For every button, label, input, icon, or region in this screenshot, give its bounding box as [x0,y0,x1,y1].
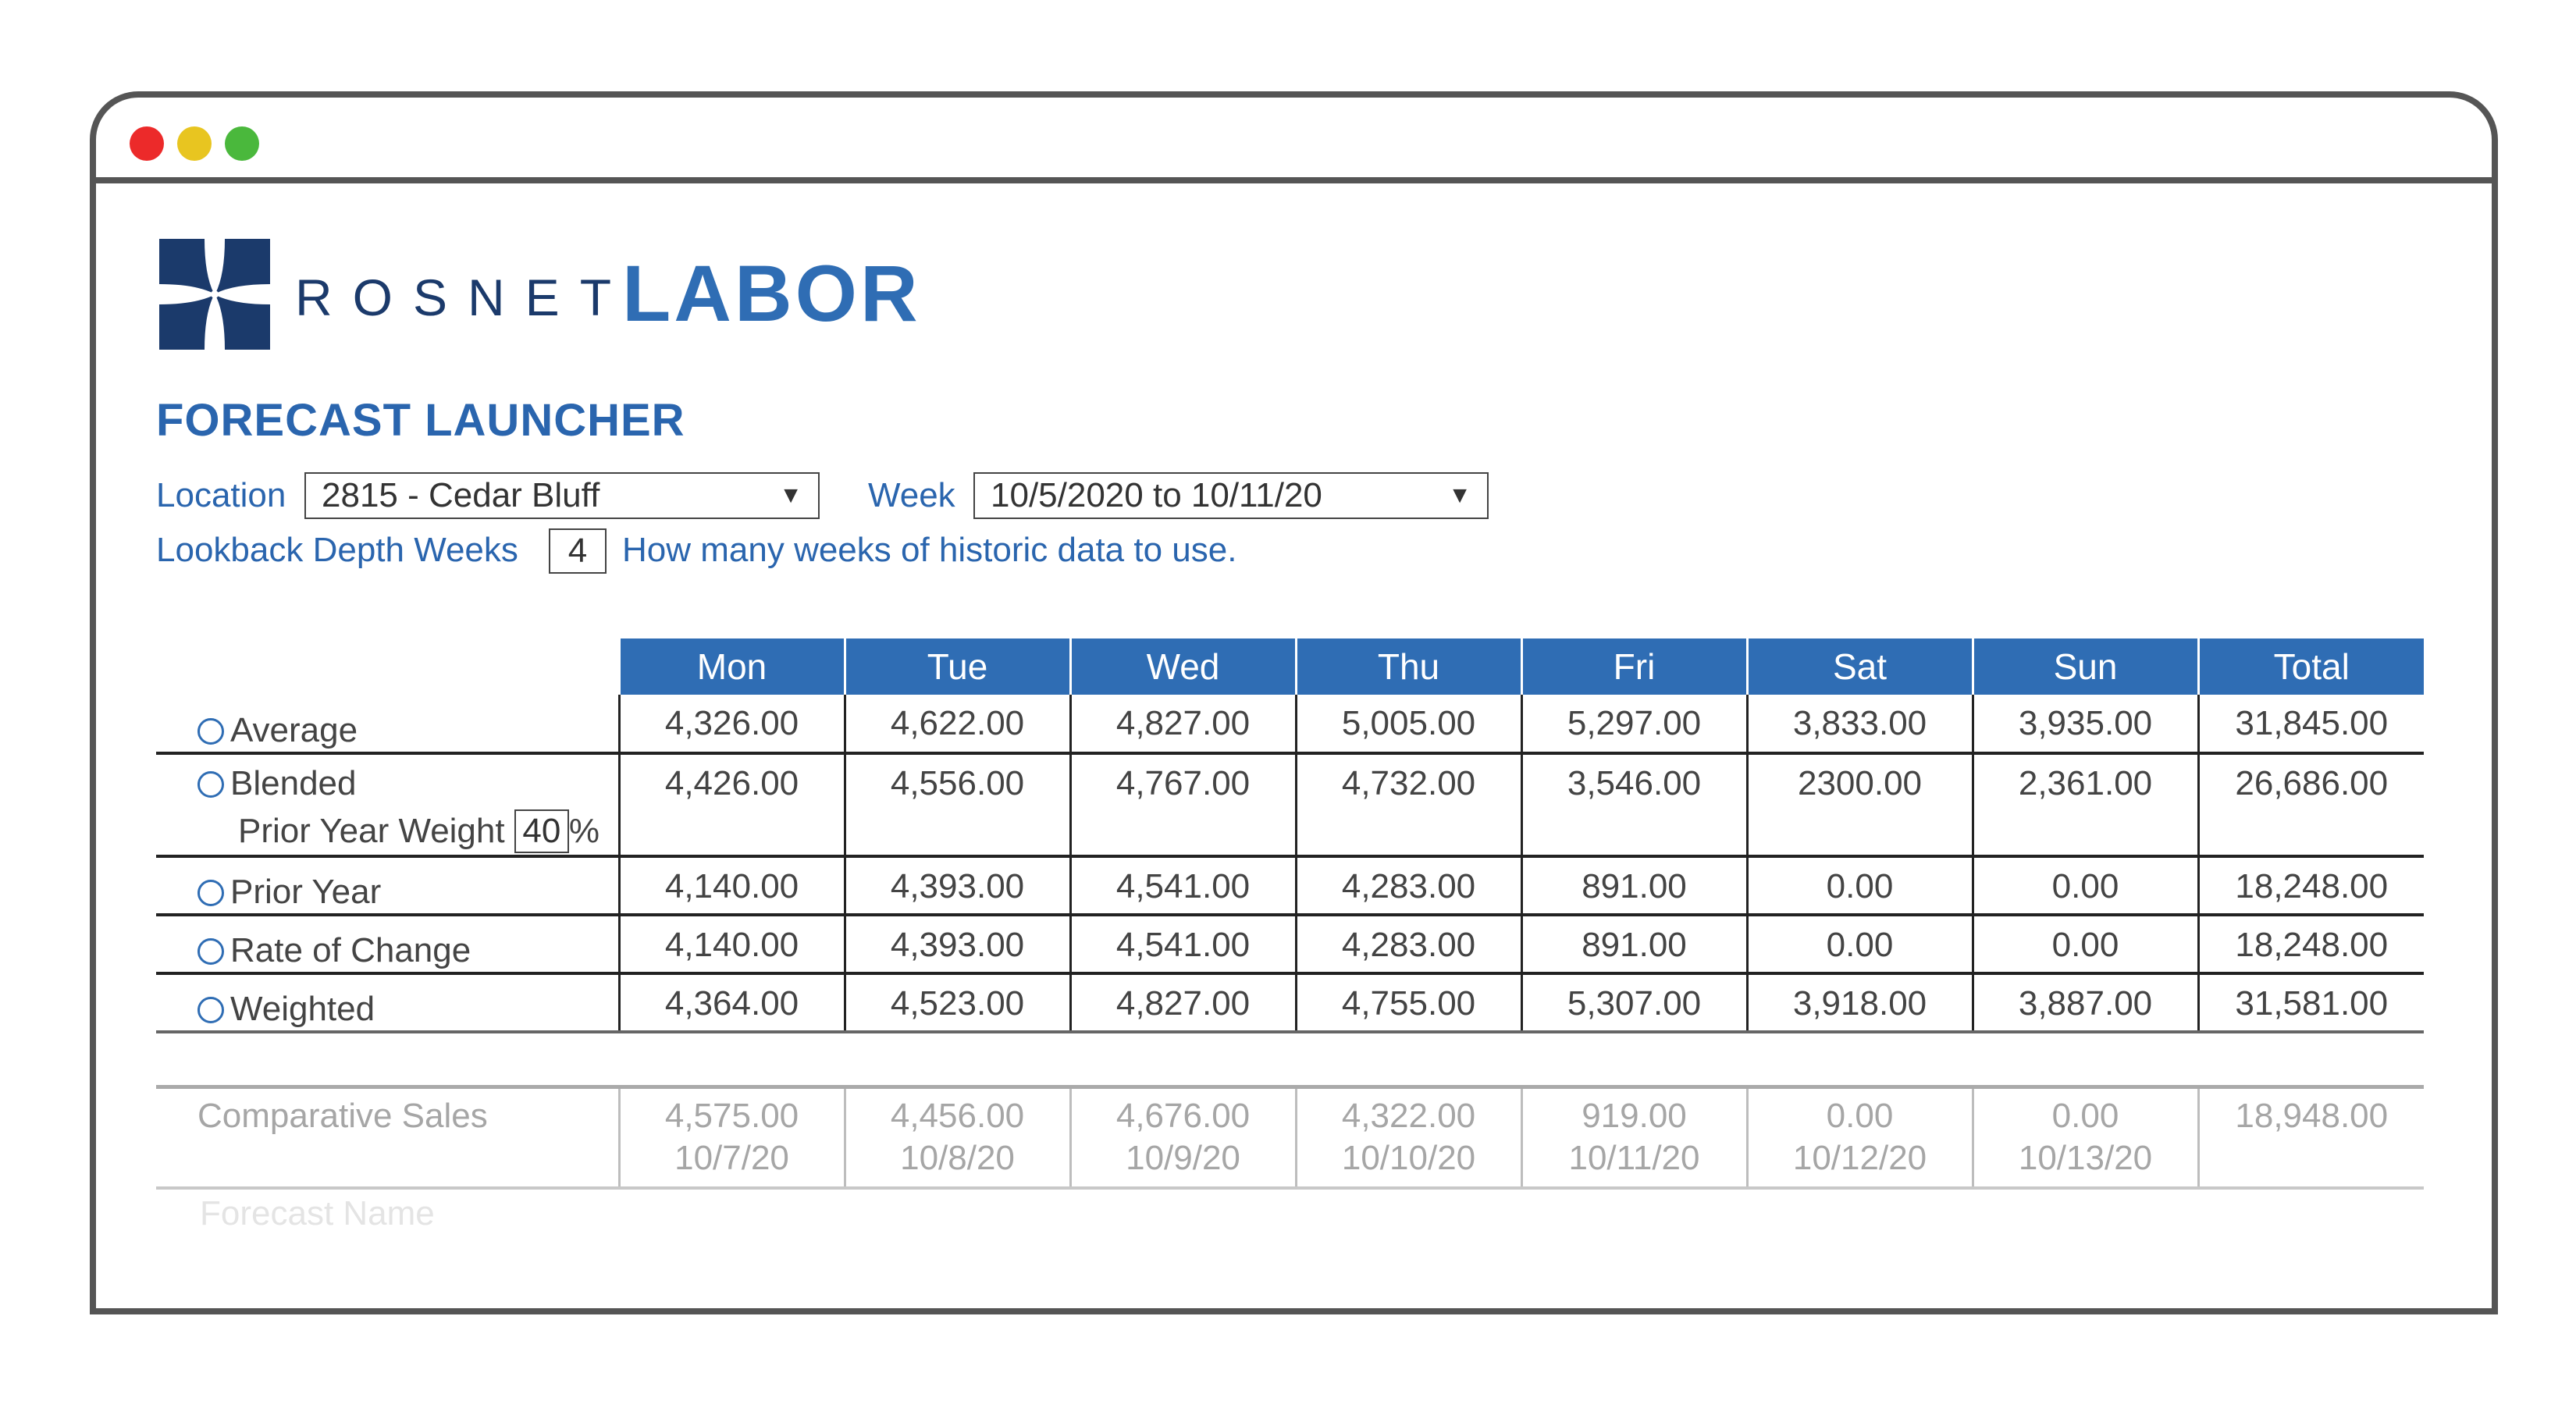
comparative-cell [1296,1087,1521,1188]
minimize-window-button[interactable] [177,126,212,161]
comparative-value: 0.00 [2051,1096,2119,1135]
comparative-sales-row [156,1087,2424,1188]
comparative-sales-label: Comparative Sales [156,1087,619,1188]
lookback-help-text: How many weeks of historic data to use. [622,531,1237,569]
comparative-cell [1070,1087,1296,1188]
comparative-date: 10/13/20 [2018,1138,2153,1177]
row-label-text: Average [230,711,358,749]
comparative-cell [1973,1087,2198,1188]
average-radio[interactable] [197,718,224,745]
table-cell: 3,935.00 [1973,695,2198,753]
location-value: 2815 - Cedar Bluff [322,476,600,514]
table-cell: 4,541.00 [1070,915,1296,973]
table-cell: 4,426.00 [619,753,845,856]
rosnet-flower-logo [156,236,273,353]
table-cell: 5,005.00 [1296,695,1521,753]
comparative-cell [2198,1087,2424,1188]
table-cell: 4,393.00 [845,915,1070,973]
table-cell: 4,140.00 [619,915,845,973]
table-cell: 891.00 [1521,856,1747,915]
table-cell: 5,307.00 [1521,973,1747,1032]
table-cell: 5,297.00 [1521,695,1747,753]
table-cell: 3,887.00 [1973,973,2198,1032]
comparative-cell [1521,1087,1747,1188]
table-cell: 4,326.00 [619,695,845,753]
table-cell: 0.00 [1747,856,1973,915]
table-cell: 4,283.00 [1296,856,1521,915]
column-header: Sun [1973,638,2198,695]
comparative-date: 10/8/20 [900,1138,1015,1177]
table-cell: 3,918.00 [1747,973,1973,1032]
table-row [156,915,2424,973]
comparative-cell [1747,1087,1973,1188]
comparative-value: 4,456.00 [890,1096,1025,1135]
comparative-date: 10/11/20 [1568,1138,1700,1177]
rate-of-change-radio[interactable] [197,938,224,965]
comparative-date: 10/12/20 [1792,1138,1927,1177]
comparative-date: 10/9/20 [1126,1138,1240,1177]
weighted-radio[interactable] [197,997,224,1023]
row-label [156,915,619,973]
table-row [156,973,2424,1032]
comparative-cell [845,1087,1070,1188]
comparative-value: 4,676.00 [1115,1096,1251,1135]
column-header: Sat [1747,638,1973,695]
row-label [156,753,619,856]
table-cell: 2,361.00 [1973,753,2198,856]
table-cell: 4,283.00 [1296,915,1521,973]
prior-year-radio[interactable] [197,880,224,906]
percent-sign: % [568,812,600,850]
forecast-table [156,638,2424,1190]
page-title: FORECAST LAUNCHER [156,395,685,446]
location-select[interactable] [304,472,820,519]
table-row [156,753,2424,856]
title-bar [96,98,2492,183]
table-cell: 3,833.00 [1747,695,1973,753]
table-header-row [156,638,2424,695]
table-cell: 4,364.00 [619,973,845,1032]
comparative-date: 10/10/20 [1341,1138,1476,1177]
table-cell: 31,581.00 [2198,973,2424,1032]
table-cell: 4,755.00 [1296,973,1521,1032]
table-row [156,695,2424,753]
table-cell: 2300.00 [1747,753,1973,856]
table-cell: 0.00 [1973,915,2198,973]
location-label: Location [156,476,286,514]
table-cell: 3,546.00 [1521,753,1747,856]
prior-year-weight [197,809,617,853]
table-cell: 31,845.00 [2198,695,2424,753]
prior-year-weight-label: Prior Year Weight [238,812,505,850]
lookback-input[interactable]: 4 [549,528,607,574]
row-label-text: Prior Year [230,873,382,911]
table-cell: 4,556.00 [845,753,1070,856]
chevron-down-icon: ▼ [779,482,802,508]
row-label-text: Rate of Change [230,931,471,969]
lookback-label: Lookback Depth Weeks [156,531,518,569]
table-cell: 4,767.00 [1070,753,1296,856]
table-cell: 4,523.00 [845,973,1070,1032]
prior-year-weight-input[interactable]: 40 [514,809,569,853]
column-header: Fri [1521,638,1747,695]
header-blank [156,638,619,695]
week-value: 10/5/2020 to 10/11/20 [991,476,1322,514]
row-label-text: Blended [230,764,357,802]
table-cell: 18,248.00 [2198,915,2424,973]
comparative-date: 10/7/20 [674,1138,789,1177]
spacer-cell [156,1032,2424,1087]
table-cell: 4,541.00 [1070,856,1296,915]
table-cell: 26,686.00 [2198,753,2424,856]
chevron-down-icon: ▼ [1448,482,1471,508]
comparative-value: 4,575.00 [664,1096,799,1135]
comparative-value: 18,948.00 [2235,1096,2389,1135]
maximize-window-button[interactable] [225,126,259,161]
week-label: Week [868,476,955,514]
table-cell: 4,827.00 [1070,695,1296,753]
table-cell: 4,140.00 [619,856,845,915]
row-label-text: Weighted [230,990,375,1028]
forecast-name-label: Forecast Name [200,1194,435,1232]
brand-wordmark: ROSNET [295,269,632,326]
column-header: Wed [1070,638,1296,695]
row-label [156,856,619,915]
table-cell: 4,622.00 [845,695,1070,753]
table-cell: 4,732.00 [1296,753,1521,856]
table-cell: 18,248.00 [2198,856,2424,915]
close-window-button[interactable] [130,126,164,161]
column-header: Tue [845,638,1070,695]
table-cell: 0.00 [1973,856,2198,915]
product-name: LABOR [622,249,921,338]
table-spacer [156,1032,2424,1087]
comparative-value: 4,322.00 [1341,1096,1476,1135]
row-label [156,695,619,753]
row-label [156,973,619,1032]
comparative-cell [619,1087,845,1188]
column-header: Mon [619,638,845,695]
table-row [156,856,2424,915]
column-header: Thu [1296,638,1521,695]
comparative-value: 0.00 [1826,1096,1894,1135]
table-cell: 891.00 [1521,915,1747,973]
column-header: Total [2198,638,2424,695]
table-cell: 4,393.00 [845,856,1070,915]
blended-radio[interactable] [197,771,224,798]
week-select[interactable] [973,472,1489,519]
table-cell: 0.00 [1747,915,1973,973]
comparative-value: 919.00 [1582,1096,1687,1135]
table-cell: 4,827.00 [1070,973,1296,1032]
